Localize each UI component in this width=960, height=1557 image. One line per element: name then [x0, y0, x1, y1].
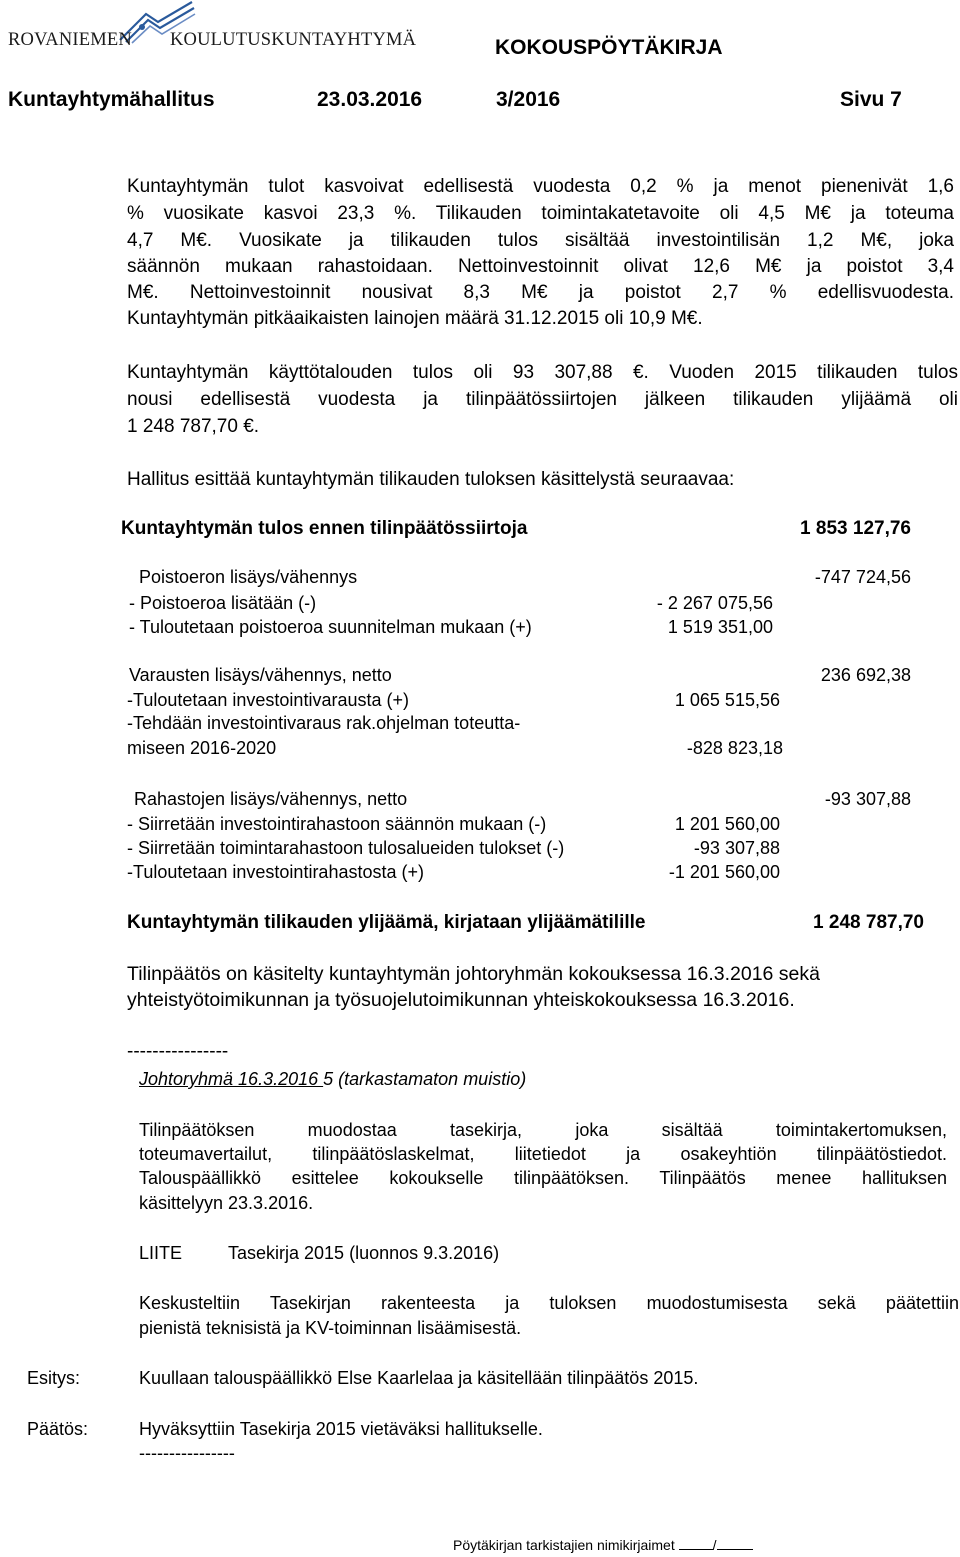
depreciation-label: Poistoeron lisäys/vähennys: [139, 567, 358, 587]
heading-section: 5 (tarkastamaton muistio): [323, 1069, 527, 1089]
footer-initials: [453, 1536, 753, 1553]
meeting-date: 23.03.2016: [317, 88, 423, 111]
surplus-label: Kuntayhtymän tilikauden ylijäämä, kirjataan ylijäämätilille: [127, 912, 646, 933]
page-number: Sivu 7: [840, 88, 902, 111]
decision-label: Päätös:: [27, 1419, 89, 1439]
funds-row-value: -1 201 560,00: [668, 862, 780, 882]
result-before-label: Kuntayhtymän tulos ennen tilinpäätössiirtoja: [121, 518, 528, 539]
depreciation-row-value: 1 519 351,00: [667, 617, 773, 637]
signature-line-2[interactable]: [717, 1536, 753, 1550]
text-line: 1 248 787,70 €.: [127, 416, 260, 437]
decision-text: Hyväksyttiin Tasekirja 2015 vietäväksi hallitukselle.: [139, 1419, 543, 1439]
depreciation-row-label: - Poistoeroa lisätään (-): [129, 593, 317, 613]
text-line: säännön mukaan rahastoidaan. Nettoinvestoinnit olivat 12,6 M€ ja poistot 3,4: [127, 256, 954, 277]
depreciation-row-value: - 2 267 075,56: [656, 593, 773, 613]
text-line: käsittelyyn 23.3.2016.: [139, 1193, 314, 1213]
text-line: nousi edellisestä vuodesta ja tilinpäätössiirtojen jälkeen tilikauden ylijäämä oli: [127, 389, 958, 410]
text-line: Keskusteltiin Tasekirjan rakenteesta ja tuloksen muodostumisesta sekä päätettiin: [139, 1293, 959, 1313]
attachment-text: Tasekirja 2015 (luonnos 9.3.2016): [228, 1243, 500, 1263]
funds-total: -93 307,88: [824, 789, 911, 809]
text-line: Kuntayhtymän käyttötalouden tulos oli 93 307,88 €. Vuoden 2015 tilikauden tulos: [127, 362, 958, 383]
text-line: Tilinpäätös on käsitelty kuntayhtymän johtoryhmän kokouksessa 16.3.2016 sekä: [127, 963, 821, 985]
proposal-text: Kuullaan talouspäällikkö Else Kaarlelaa ja käsitellään tilinpäätös 2015.: [139, 1368, 699, 1388]
text-line: Talouspäällikkö esittelee kokoukselle tilinpäätöksen. Tilinpäätös menee hallituksen: [139, 1168, 947, 1188]
paragraph-board-proposal: Hallitus esittää kuntayhtymän tilikauden tuloksen käsittelystä seuraavaa:: [127, 469, 735, 490]
text-line: pienistä teknisistä ja KV-toiminnan lisäämisestä.: [139, 1318, 522, 1338]
text-line: Kuntayhtymän tulot kasvoivat edellisestä vuodesta 0,2 % ja menot pienenivät 1,6: [127, 176, 954, 197]
text-line: 4,7 M€. Vuosikate ja tilikauden tulos sisältää investointilisän 1,2 M€, joka: [127, 230, 954, 251]
reserves-row-value: -828 823,18: [686, 738, 783, 758]
logo-text-right: KOULUTUSKUNTAYHTYMÄ: [170, 30, 417, 50]
text-line: Tilinpäätöksen muodostaa tasekirja, joka sisältää toimintakertomuksen,: [139, 1120, 947, 1140]
text-line: Kuntayhtymän pitkäaikaisten lainojen määrä 31.12.2015 oli 10,9 M€.: [127, 308, 703, 329]
surplus-value: 1 248 787,70: [813, 912, 924, 933]
funds-row-label: - Siirretään investointirahastoon säännön mukaan (-): [127, 814, 547, 834]
heading-date: Johtoryhmä 16.3.2016: [139, 1069, 324, 1089]
meeting-number: 3/2016: [496, 88, 561, 111]
result-before-value: 1 853 127,76: [800, 518, 911, 539]
separator-bottom: ----------------: [139, 1443, 235, 1463]
depreciation-total: -747 724,56: [814, 567, 911, 587]
signature-line-1[interactable]: [679, 1536, 713, 1550]
document-type: KOKOUSPÖYTÄKIRJA: [495, 36, 723, 59]
footer-text: Pöytäkirjan tarkistajien nimikirjaimet: [453, 1537, 675, 1553]
attachment-label: LIITE: [139, 1243, 183, 1263]
separator-top: ----------------: [127, 1041, 229, 1062]
funds-row-value: -93 307,88: [693, 838, 780, 858]
text-line: M€. Nettoinvestoinnit nousivat 8,3 M€ ja poistot 2,7 % edellisvuodesta.: [127, 282, 954, 303]
meeting-body: Kuntayhtymähallitus: [8, 88, 215, 111]
reserves-row-label: -Tuloutetaan investointivarausta (+): [127, 690, 409, 710]
text-line: toteumavertailut, tilinpäätöslaskelmat, liitetiedot ja osakeyhtiön tilinpäätöstiedot.: [139, 1144, 947, 1164]
proposal-label: Esitys:: [27, 1368, 81, 1388]
section-heading: [139, 1069, 526, 1090]
text-line: yhteistyötoimikunnan ja työsuojelutoimikunnan yhteiskokouksessa 16.3.2016.: [127, 989, 795, 1011]
text-line: % vuosikate kasvoi 23,3 %. Tilikauden toimintakatetavoite oli 4,5 M€ ja toteuma: [127, 203, 954, 224]
depreciation-row-label: - Tuloutetaan poistoeroa suunnitelman mukaan (+): [129, 617, 532, 637]
reserves-row-label: -Tehdään investointivaraus rak.ohjelman toteutta-: [127, 713, 521, 733]
logo-text-left: ROVANIEMEN: [8, 30, 132, 50]
funds-label: Rahastojen lisäys/vähennys, netto: [134, 789, 408, 809]
reserves-total: 236 692,38: [820, 665, 911, 685]
reserves-label: Varausten lisäys/vähennys, netto: [129, 665, 392, 685]
footer-slash: /: [712, 1537, 717, 1553]
reserves-row-value: 1 065 515,56: [674, 690, 780, 710]
funds-row-value: 1 201 560,00: [674, 814, 780, 834]
funds-row-label: -Tuloutetaan investointirahastosta (+): [127, 862, 424, 882]
funds-row-label: - Siirretään toimintarahastoon tulosalueiden tulokset (-): [127, 838, 565, 858]
reserves-row-label: miseen 2016-2020: [127, 738, 277, 758]
